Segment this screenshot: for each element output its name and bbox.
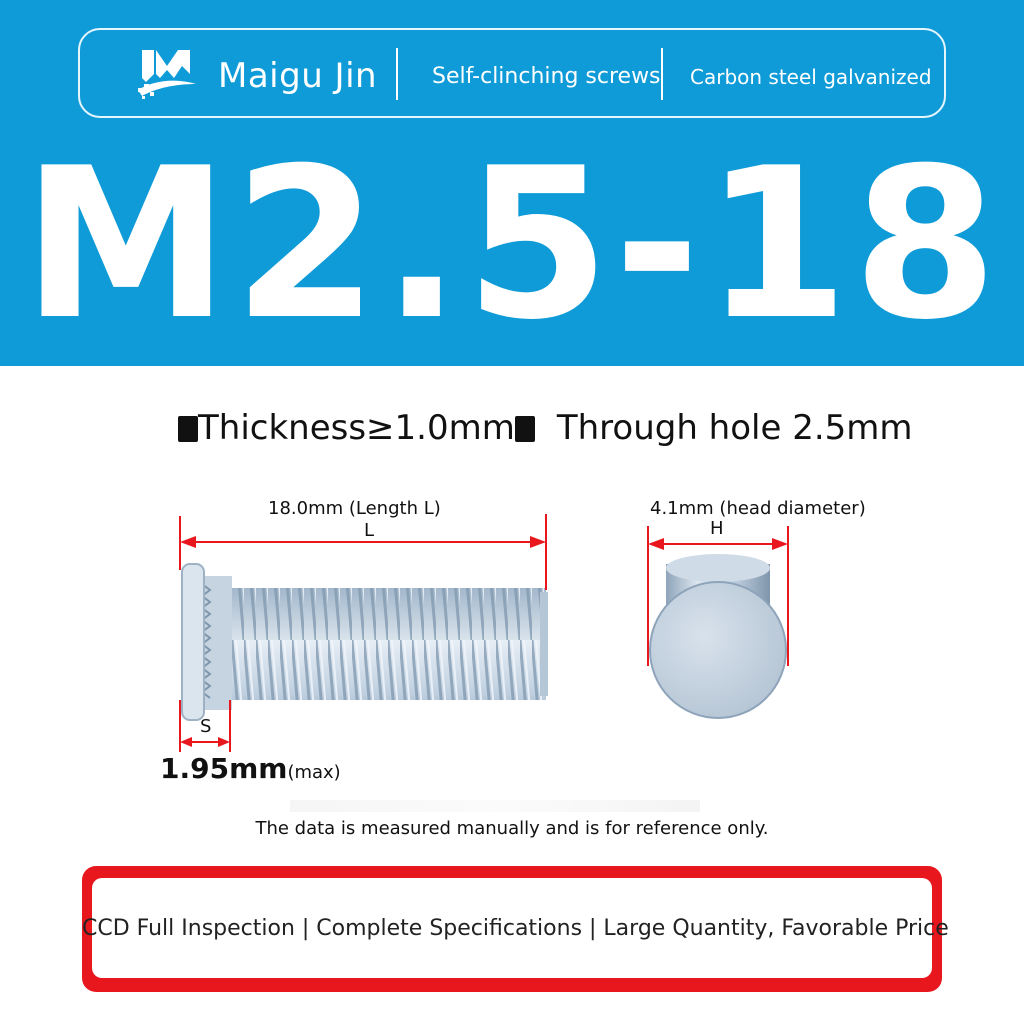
feature-banner [82,866,949,992]
length-letter: L [364,520,375,541]
serrated-collar [202,576,232,710]
screw-head-view [636,516,806,726]
header-divider [396,48,398,100]
product-type: Self-clinching screws [432,64,661,89]
thread-shank [228,588,546,700]
head-letter: H [710,518,724,539]
top-banner [0,0,1024,366]
s-letter: S [200,716,212,737]
material: Carbon steel galvanized [690,65,932,89]
thickness-spec: Thickness≥1.0mm [198,408,515,448]
screw-head [182,564,204,720]
brand-name: Maigu Jin [218,56,378,96]
s-suffix: (max) [287,762,341,783]
bracket-icon [515,416,535,442]
through-hole-spec: Through hole 2.5mm [556,408,913,448]
header-bar [78,28,946,118]
maigu-jin-logo-icon [136,44,198,104]
bracket-icon [178,416,198,442]
disclaimer: The data is measured manually and is for reference only. [255,818,769,839]
head-face [650,582,786,718]
faint-reflection [290,800,700,812]
s-dimension-value [160,752,341,785]
head-dimension-label: 4.1mm (head diameter) [650,498,866,519]
header-divider [661,48,663,100]
length-dimension-label: 18.0mm (Length L) [268,498,441,519]
s-value: 1.95mm [160,752,288,785]
feature-banner-text: CCD Full Inspection | Complete Specifications | Large Quantity, Favorable Price [82,916,949,941]
model-number: M2.5-18 [22,124,1002,366]
spec-line [178,408,913,448]
